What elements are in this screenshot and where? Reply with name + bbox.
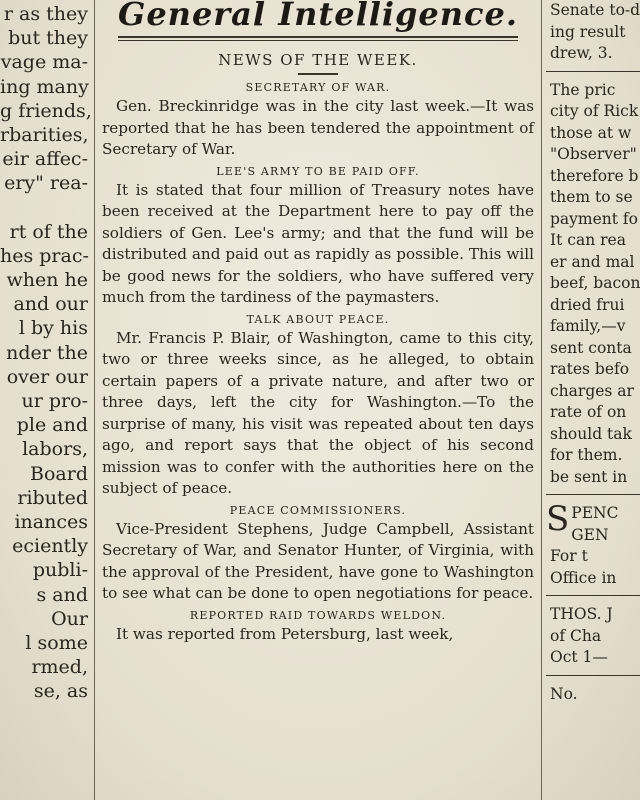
text-line: for them. [550,446,623,464]
text-line: eciently [12,535,88,558]
text-line: them to se [550,188,633,206]
text-line: g friends, [0,99,92,122]
text-line: publi- [32,559,88,582]
right-column [546,0,640,800]
article-body: Vice-President Stephens, Judge Campbell, Assistant Secretary of War, and Senator Hunter, of Virginia, with the approval of the President, have gone to Washington to see what can be done to open negotiations for peace. [102,519,534,602]
text-line: Board [30,462,88,485]
text-line: "Observer" [550,145,637,163]
right-rule-1 [546,71,640,72]
article-lees-army [98,165,538,309]
text-line: rmed, [31,656,88,679]
text-line: ing result [550,22,626,41]
text-line: payment fo [550,209,638,228]
text-line: Our [51,607,88,630]
text-line: rbarities, [0,124,89,147]
text-line: Office in [550,568,617,587]
article-body: Mr. Francis P. Blair, of Washington, came to this city, two or three weeks since, as he alleged, to obtain certain papers of a private nature, and after two or three days, left the city for Washington.—To the surprise of many, his visit was repeated about ten days ago, and report says that the object of his second mission was to confer with the authorities here on the subject of peace. [102,328,534,497]
text-line: eir affec- [2,148,88,171]
text-line: Senate to-d [550,1,640,19]
header-rule [118,36,518,41]
right-bottom-line: No. [550,684,578,703]
text-line: inances [14,511,88,534]
text-line: ur pro- [21,390,88,413]
text-line: but they [8,27,88,50]
text-line: drew, 3. [550,44,613,62]
drop-cap: S [546,499,570,539]
text-line: rate of on [550,403,627,421]
text-line: vage ma- [0,51,88,74]
main-column [98,0,538,800]
text-line: dried frui [550,295,625,314]
section-header: General Intelligence. [117,0,519,33]
text-line: should tak [550,424,632,443]
text-line: er and mal [550,252,635,271]
right-rule-2 [546,494,640,495]
text-line: ributed [17,486,88,509]
text-line: s and [36,583,88,606]
text-line: rt of the [9,220,88,243]
text-line: GEN [571,525,609,544]
text-line: family,—v [550,317,626,335]
text-line [0,196,92,220]
text-line: ple and [16,414,88,437]
article-heading: TALK ABOUT PEACE. [246,312,390,326]
advertisement [546,499,640,589]
text-line: l some [25,632,88,655]
column-rule-right [541,0,542,800]
section-title: NEWS OF THE WEEK. [218,51,418,69]
text-line: se, as [33,680,88,703]
article-heading: SECRETARY OF WAR. [245,81,391,94]
article-talk-about-peace [98,313,538,500]
text-line: of Cha [550,626,602,645]
text-line: be sent in [550,467,628,486]
article-secretary-of-war [98,81,538,161]
text-line: It can rea [550,231,626,249]
text-line: r as they [3,3,88,25]
text-line: ery" rea- [4,172,88,195]
text-line: beef, bacon [550,274,640,292]
text-line: over our [6,365,88,388]
text-line: ing many [0,75,89,98]
text-line: those at w [550,123,632,142]
text-line: city of Rick [550,102,639,120]
column-rule-left [94,0,95,800]
article-heading: LEE'S ARMY TO BE PAID OFF. [216,164,420,178]
article-body: It is stated that four million of Treasury notes have been received at the Department here to pay off the soldiers of Gen. Lee's army; and that the fund will be distributed and paid out as rapidly as possible. This will be good news for the soldiers, who have suffered very much from the tardiness of the paymasters. [102,180,534,306]
right-rule-4 [546,675,640,676]
text-line: nder the [6,341,88,364]
text-line: labors, [22,438,88,461]
article-heading: PEACE COMMISSIONERS. [229,503,407,517]
text-line: PENC [571,504,619,522]
text-line: sent conta [550,338,632,357]
title-rule [298,73,338,75]
text-line: The pric [550,80,616,99]
text-line: rates befo [550,360,630,378]
text-line: hes prac- [0,244,89,267]
text-line: and our [13,293,88,316]
article-body: Gen. Breckinridge was in the city last week.—It was reported that he has been tendered the appointment of Secretary of War. [102,97,534,158]
article-body: It was reported from Petersburg, last week, [116,624,454,643]
article-raid-towards-weldon [98,609,538,646]
text-line: when he [6,269,88,292]
text-line: THOS. J [550,605,613,623]
article-peace-commissioners [98,504,538,605]
text-line: For t [550,547,588,565]
text-line: charges ar [550,381,634,400]
text-line: therefore b [550,166,639,185]
text-line: l by his [18,317,88,340]
right-rule-3 [546,595,640,596]
left-column [0,0,92,800]
article-heading: REPORTED RAID TOWARDS WELDON. [189,608,447,622]
text-line: Oct 1— [550,648,608,666]
